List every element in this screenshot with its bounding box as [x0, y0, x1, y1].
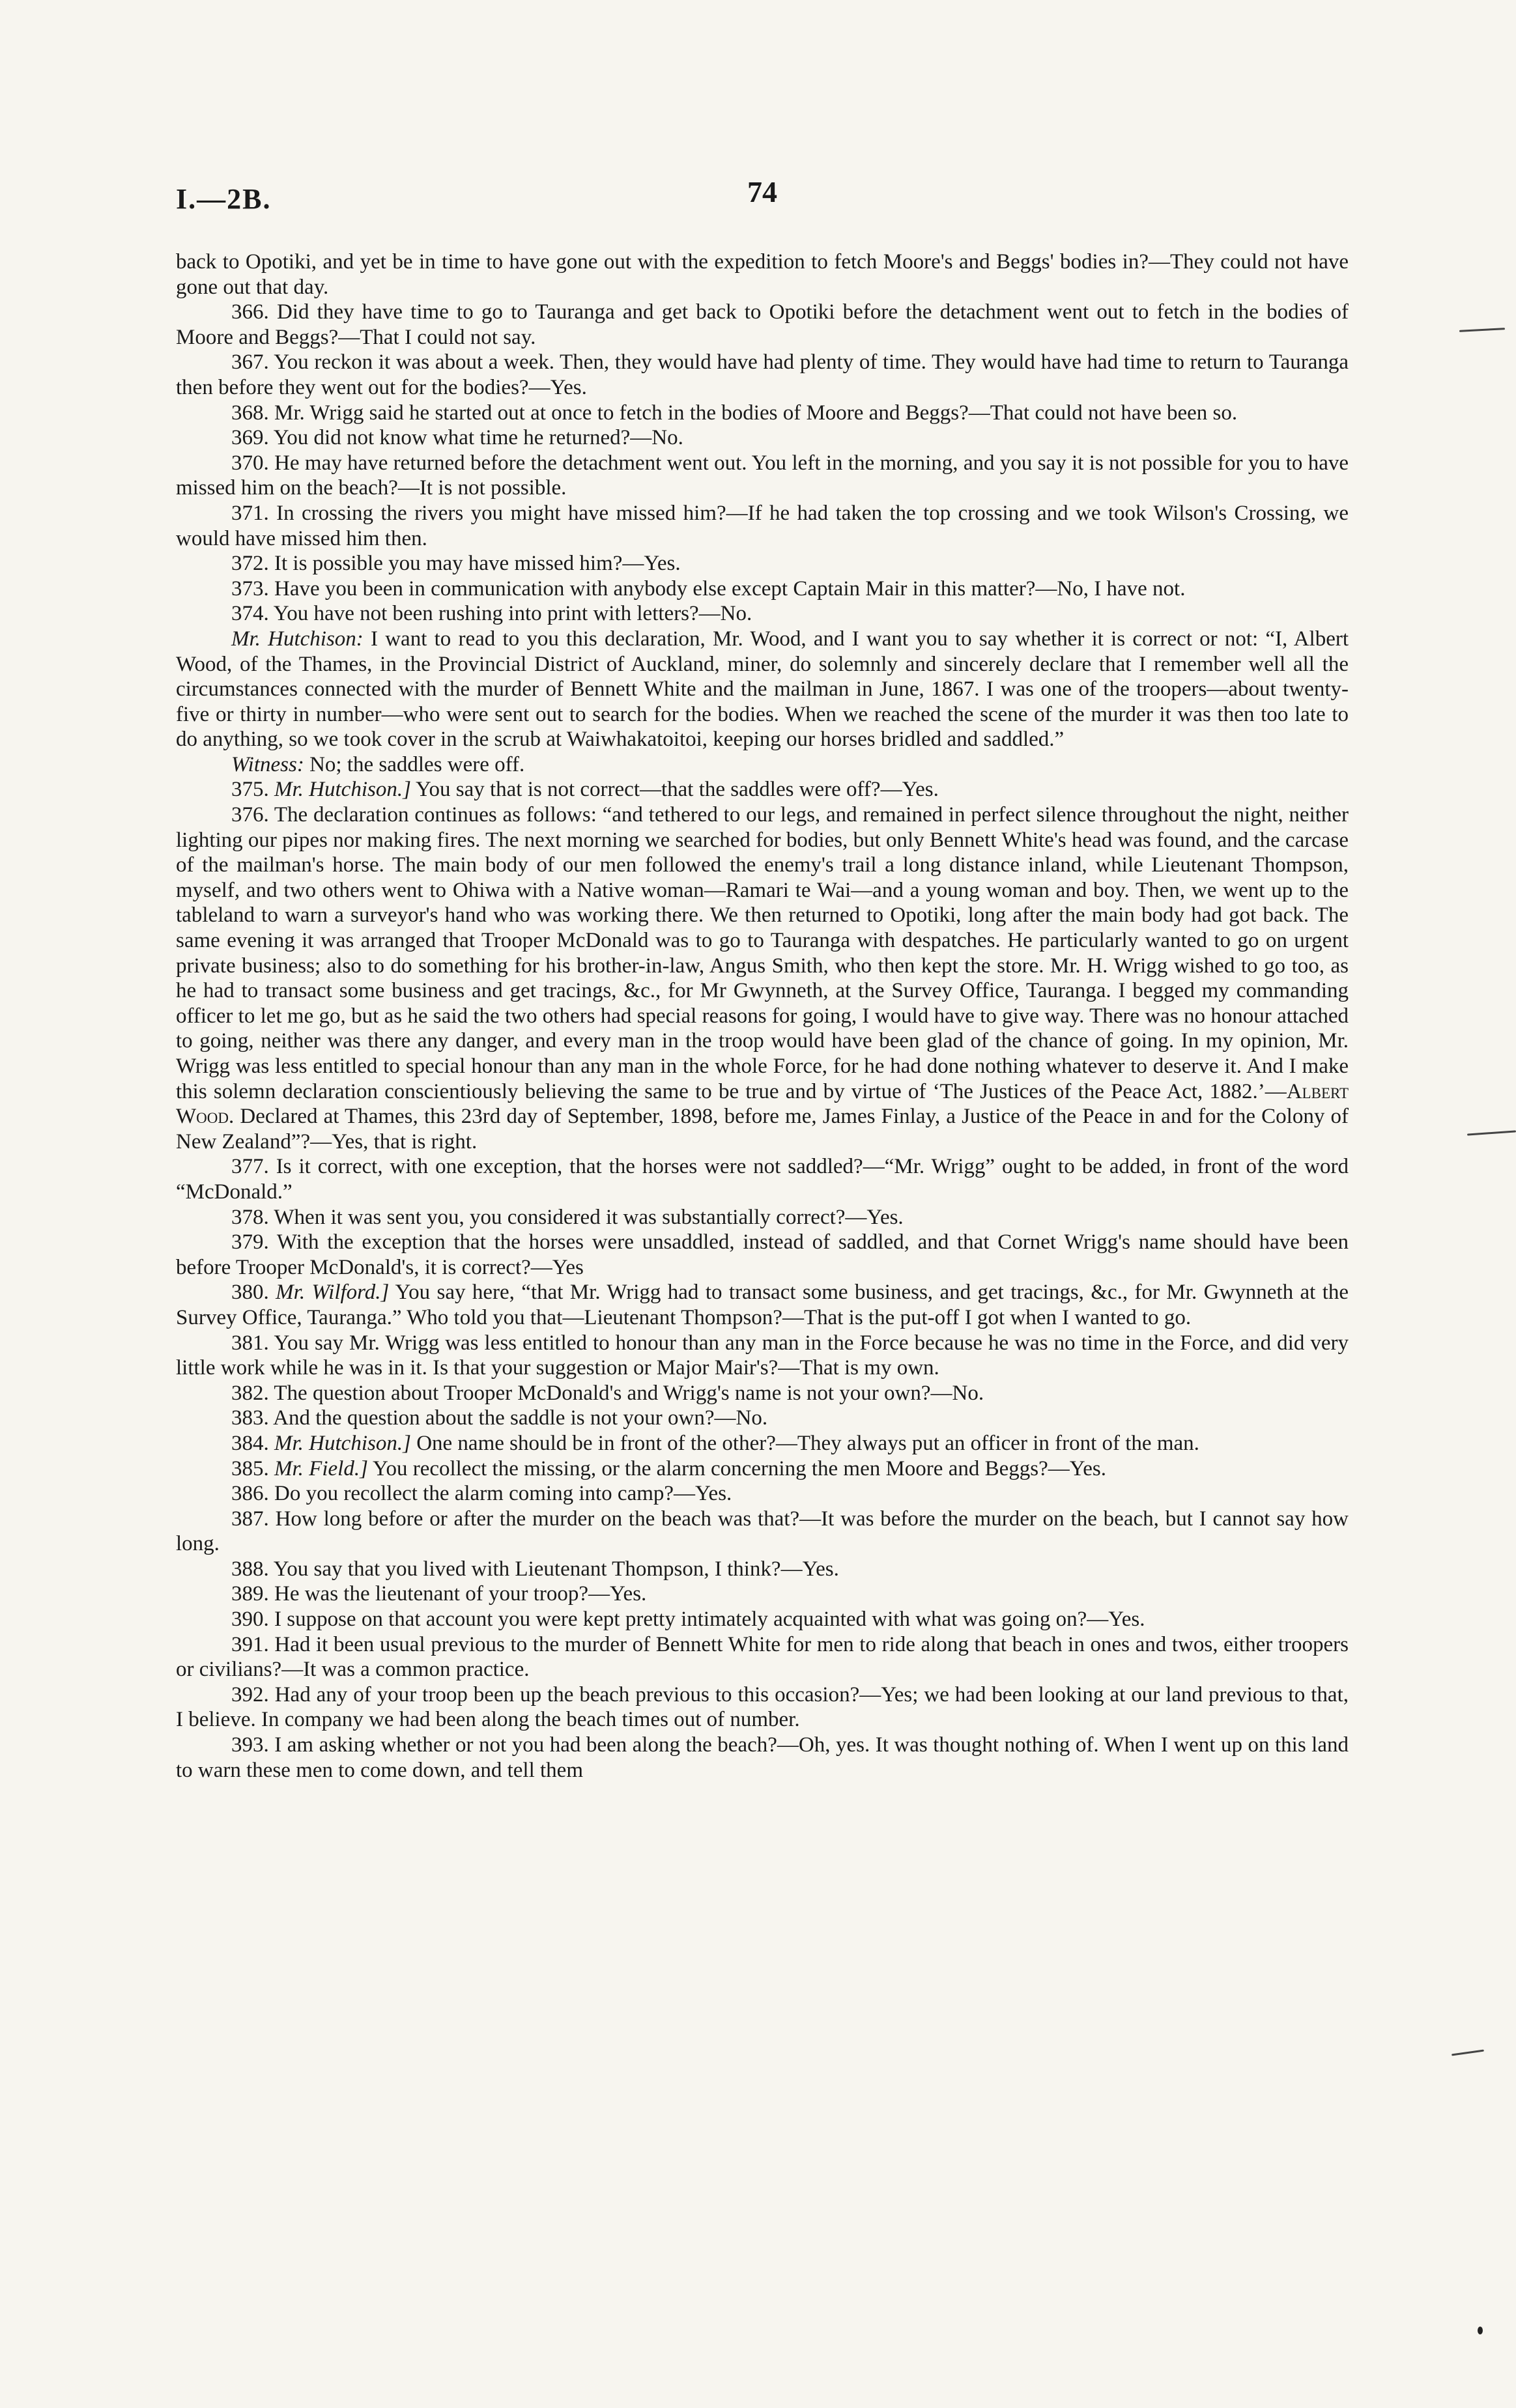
paragraph-text: No; the saddles were off.	[304, 752, 525, 776]
paragraph-text: 373. Have you been in communication with anybody else except Captain Mair in this matter?—No, I have not.	[231, 576, 1186, 601]
paragraph-text: 390. I suppose on that account you were kept pretty intimately acquainted with what was going on?—Yes.	[231, 1608, 1145, 1632]
paragraph	[176, 1507, 1349, 1557]
margin-mark	[1452, 2050, 1484, 2056]
speaker-label: Witness:	[231, 752, 304, 776]
paragraph	[176, 1431, 1349, 1456]
paragraph	[176, 1280, 1349, 1330]
paragraph	[176, 1682, 1349, 1733]
paragraph-text: 367. You reckon it was about a week. Then, they would have had plenty of time. They would have had time to return to Tauranga then before they went out for the bodies?—Yes.	[176, 350, 1349, 399]
paragraph-text: 391. Had it been usual previous to the murder of Bennett White for men to ride along that beach in ones and twos, either troopers or civilians?—It was a common practice.	[176, 1632, 1349, 1682]
paragraph	[176, 601, 1349, 627]
paragraph	[176, 1154, 1349, 1204]
paragraph	[176, 451, 1349, 501]
paragraph	[176, 1205, 1349, 1230]
paragraph	[176, 777, 1349, 802]
page-header	[176, 156, 1349, 225]
paragraph	[176, 1632, 1349, 1682]
paragraph	[176, 802, 1349, 1154]
paragraph	[176, 627, 1349, 752]
paragraph-text: You recollect the missing, or the alarm concerning the men Moore and Beggs?—Yes.	[367, 1456, 1107, 1480]
paragraph-text: 389. He was the lieutenant of your troop?—Yes.	[231, 1582, 647, 1606]
paragraph	[176, 1557, 1349, 1582]
paragraph	[176, 1607, 1349, 1632]
speaker-label: Mr. Hutchison.]	[274, 778, 411, 802]
paragraph-text: back to Opotiki, and yet be in time to have gone out with the expedition to fetch Moore's and Beggs' bodies in?—They could not have gone out that day.	[176, 250, 1349, 299]
paragraph	[176, 1581, 1349, 1607]
paragraph-text: 392. Had any of your troop been up the beach previous to this occasion?—Yes; we had been looking at our land previous to that, I believe. In company we had been along the beach times out of number.	[176, 1682, 1349, 1732]
signature-name: Albert Wood.	[176, 1079, 1349, 1129]
question-number: 375.	[231, 778, 274, 802]
paragraph	[176, 1733, 1349, 1783]
paragraph-text: 387. How long before or after the murder on the beach was that?—It was before the murder on the beach, but I cannot say how long.	[176, 1507, 1349, 1556]
paragraph	[176, 401, 1349, 426]
document-body	[176, 249, 1349, 1783]
paragraph	[176, 249, 1349, 300]
question-number: 380.	[231, 1281, 276, 1305]
paragraph-text: 371. In crossing the rivers you might have missed him?—If he had taken the top crossing and we took Wilson's Crossing, we would have missed him then.	[176, 501, 1349, 550]
paragraph	[176, 1406, 1349, 1431]
paragraph-text: 379. With the exception that the horses were unsaddled, instead of saddled, and that Cornet Wrigg's name should have been before Trooper McDonald's, it is correct?—Yes	[176, 1230, 1349, 1279]
paragraph-text: Declared at Thames, this 23rd day of September, 1898, before me, James Finlay, a Justice of the Peace in and for the Colony of New Zealand”?—Yes, that is right.	[176, 1105, 1349, 1154]
paragraph-text: 370. He may have returned before the detachment went out. You left in the morning, and you say it is not possible for you to have missed him on the beach?—It is not possible.	[176, 451, 1349, 500]
paragraph-text: 383. And the question about the saddle is not your own?—No.	[231, 1406, 768, 1430]
speaker-label: Mr. Wilford.]	[276, 1281, 390, 1305]
paragraph	[176, 576, 1349, 602]
paragraph-text: 378. When it was sent you, you considered it was substantially correct?—Yes.	[231, 1205, 904, 1229]
question-number: 384.	[231, 1431, 274, 1455]
paragraph-text: 374. You have not been rushing into print with letters?—No.	[231, 602, 752, 626]
paragraph-text: 372. It is possible you may have missed him?—Yes.	[231, 552, 681, 576]
paragraph-text: You say here, “that Mr. Wrigg had to transact some business, and get tracings, &c., for Mr. Gwynneth at the Survey Office, Tauranga.” Who told you that—Lieutenant Thompson?—That is the put-off I got when I wanted to go.	[176, 1281, 1349, 1329]
paragraph-text: I want to read to you this declaration, Mr. Wood, and I want you to say whether it is correct or not: “I, Albert Wood, of the Thames, in the Provincial District of Auckland, miner, do solemnly and sincerely declare that I remember well all the circumstances connected with the murder of Bennett White and the mailman in June, 1867. I was one of the troopers—about twenty-five or thirty in number—who were sent out to search for the bodies. When we reached the scene of the murder it was then too late to do anything, so we took cover in the scrub at Waiwhakatoitoi, keeping our horses bridled and saddled.”	[176, 627, 1349, 752]
paragraph	[176, 1230, 1349, 1280]
paragraph-text: 388. You say that you lived with Lieutenant Thompson, I think?—Yes.	[231, 1557, 839, 1581]
page-number: 74	[747, 175, 777, 208]
paragraph-text: 369. You did not know what time he returned?—No.	[231, 426, 683, 450]
paragraph-text: 386. Do you recollect the alarm coming into camp?—Yes.	[231, 1482, 732, 1506]
paragraph	[176, 425, 1349, 451]
speaker-label: Mr. Hutchison.]	[274, 1431, 411, 1455]
paragraph	[176, 1381, 1349, 1406]
speaker-label: Mr. Field.]	[274, 1456, 368, 1480]
paragraph-text: 393. I am asking whether or not you had been along the beach?—Oh, yes. It was thought nothing of. When I went up on this land to warn these men to come down, and tell them	[176, 1733, 1349, 1782]
margin-mark	[1459, 328, 1505, 332]
paragraph	[176, 501, 1349, 551]
margin-dot	[1478, 2327, 1483, 2334]
paragraph	[176, 551, 1349, 576]
paragraph-text: One name should be in front of the other?—They always put an officer in front of the man.	[410, 1431, 1199, 1455]
question-number: 385.	[231, 1456, 274, 1480]
document-page	[176, 156, 1349, 2325]
paragraph-text: You say that is not correct—that the saddles were off?—Yes.	[410, 778, 939, 802]
paragraph-text: 368. Mr. Wrigg said he started out at once to fetch in the bodies of Moore and Beggs?—That could not have been so.	[231, 401, 1238, 425]
paragraph	[176, 752, 1349, 778]
paragraph-text: 381. You say Mr. Wrigg was less entitled to honour than any man in the Force because he was no time in the Force, and did very little work while he was in it. Is that your suggestion or Major Mair's?—That is my own.	[176, 1331, 1349, 1380]
paragraph	[176, 1481, 1349, 1507]
paragraph-text: 382. The question about Trooper McDonald's and Wrigg's name is not your own?—No.	[231, 1381, 984, 1405]
paragraph	[176, 350, 1349, 400]
margin-mark	[1467, 1130, 1516, 1135]
paragraph-text: 377. Is it correct, with one exception, that the horses were not saddled?—“Mr. Wrigg” ought to be added, in front of the word “McDonald.”	[176, 1155, 1349, 1204]
speaker-label: Mr. Hutchison:	[231, 627, 364, 651]
paragraph	[176, 1456, 1349, 1482]
document-reference: I.—2B.	[176, 183, 272, 215]
paragraph-text: 376. The declaration continues as follows: “and tethered to our legs, and remained in perfect silence throughout the night, neither lighting our pipes nor making fires. The next morning we searched for bodies, but only Bennett White's head was found, and the carcase of the mailman's horse. The main body of our men followed the enemy's trail a long distance inland, while Lieutenant Thompson, myself, and two others went to Ohiwa with a Native woman—Ramari te Wai—and a young woman and boy. Then, we went up to the tableland to warn a surveyor's hand who was working there. We then returned to Opotiki, long after the main body had got back. The same evening it was arranged that Trooper McDonald was to go to Tauranga with despatches. He particularly wanted to go on urgent private business; also to do something for his brother-in-law, Angus Smith, who then kept the store. Mr. H. Wrigg wished to go too, as he had to transact some business and get tracings, &c., for Mr Gwynneth, at the Survey Office, Tauranga. I begged my commanding officer to let me go, but as he said the two others had special reasons for going, I would have to give way. There was no honour attached to going, neither was there any danger, and every man in the troop would have been glad of the chance of going. In my opinion, Mr. Wrigg was less entitled to special honour than any man in the whole Force, for he had done nothing whatever to deserve it. And I make this solemn declaration conscientiously believing the same to be true and by virtue of ‘The Justices of the Peace Act, 1882.’—	[176, 803, 1349, 1103]
paragraph	[176, 1331, 1349, 1381]
paragraph-text: 366. Did they have time to go to Tauranga and get back to Opotiki before the detachment went out to fetch in the bodies of Moore and Beggs?—That I could not say.	[176, 300, 1349, 349]
paragraph	[176, 300, 1349, 350]
